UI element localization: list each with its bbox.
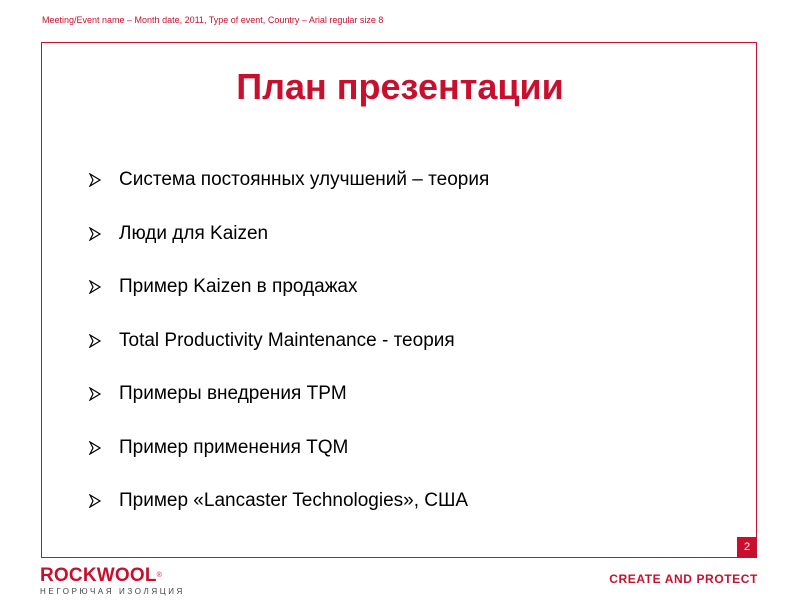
- registered-mark: ®: [156, 572, 162, 579]
- rockwool-logo: [40, 567, 185, 596]
- agenda-item: [88, 381, 489, 407]
- logo-wordmark: [40, 567, 185, 585]
- meeting-info-header: Meeting/Event name – Month date, 2011, Type of event, Country – Arial regular size 8: [42, 15, 384, 25]
- logo-subtitle: НЕГОРЮЧАЯ ИЗОЛЯЦИЯ: [40, 587, 185, 596]
- agenda-item-label: Система постоянных улучшений – теория: [119, 169, 490, 190]
- arrowhead-bullet-icon: [88, 441, 102, 455]
- arrowhead-bullet-icon: [88, 387, 102, 401]
- agenda-item-label: Пример применения TQM: [119, 436, 349, 458]
- slide-title: План презентации: [236, 66, 564, 107]
- agenda-item-label: Примеры внедрения TPM: [119, 383, 347, 404]
- agenda-item: [88, 274, 489, 300]
- agenda-item-label: Пример «Lancaster Technologies», США: [119, 490, 469, 511]
- agenda-item-label: Люди для Kaizen: [119, 222, 269, 244]
- agenda-item-label: Total Productivity Maintenance - теория: [119, 329, 455, 351]
- brand-tagline: CREATE AND PROTECT: [609, 572, 758, 586]
- agenda-list: [88, 167, 489, 542]
- arrowhead-bullet-icon: [88, 494, 102, 508]
- arrowhead-bullet-icon: [88, 227, 102, 241]
- agenda-item: [88, 167, 489, 193]
- agenda-item-label: Пример Kaizen в продажах: [119, 276, 358, 297]
- page-number-badge: 2: [737, 537, 757, 558]
- agenda-item: [88, 328, 489, 354]
- logo-text: ROCKWOOL: [40, 565, 157, 586]
- agenda-item: [88, 435, 489, 461]
- arrowhead-bullet-icon: [88, 334, 102, 348]
- arrowhead-bullet-icon: [88, 173, 102, 187]
- agenda-item: [88, 488, 489, 514]
- arrowhead-bullet-icon: [88, 280, 102, 294]
- agenda-item: [88, 221, 489, 247]
